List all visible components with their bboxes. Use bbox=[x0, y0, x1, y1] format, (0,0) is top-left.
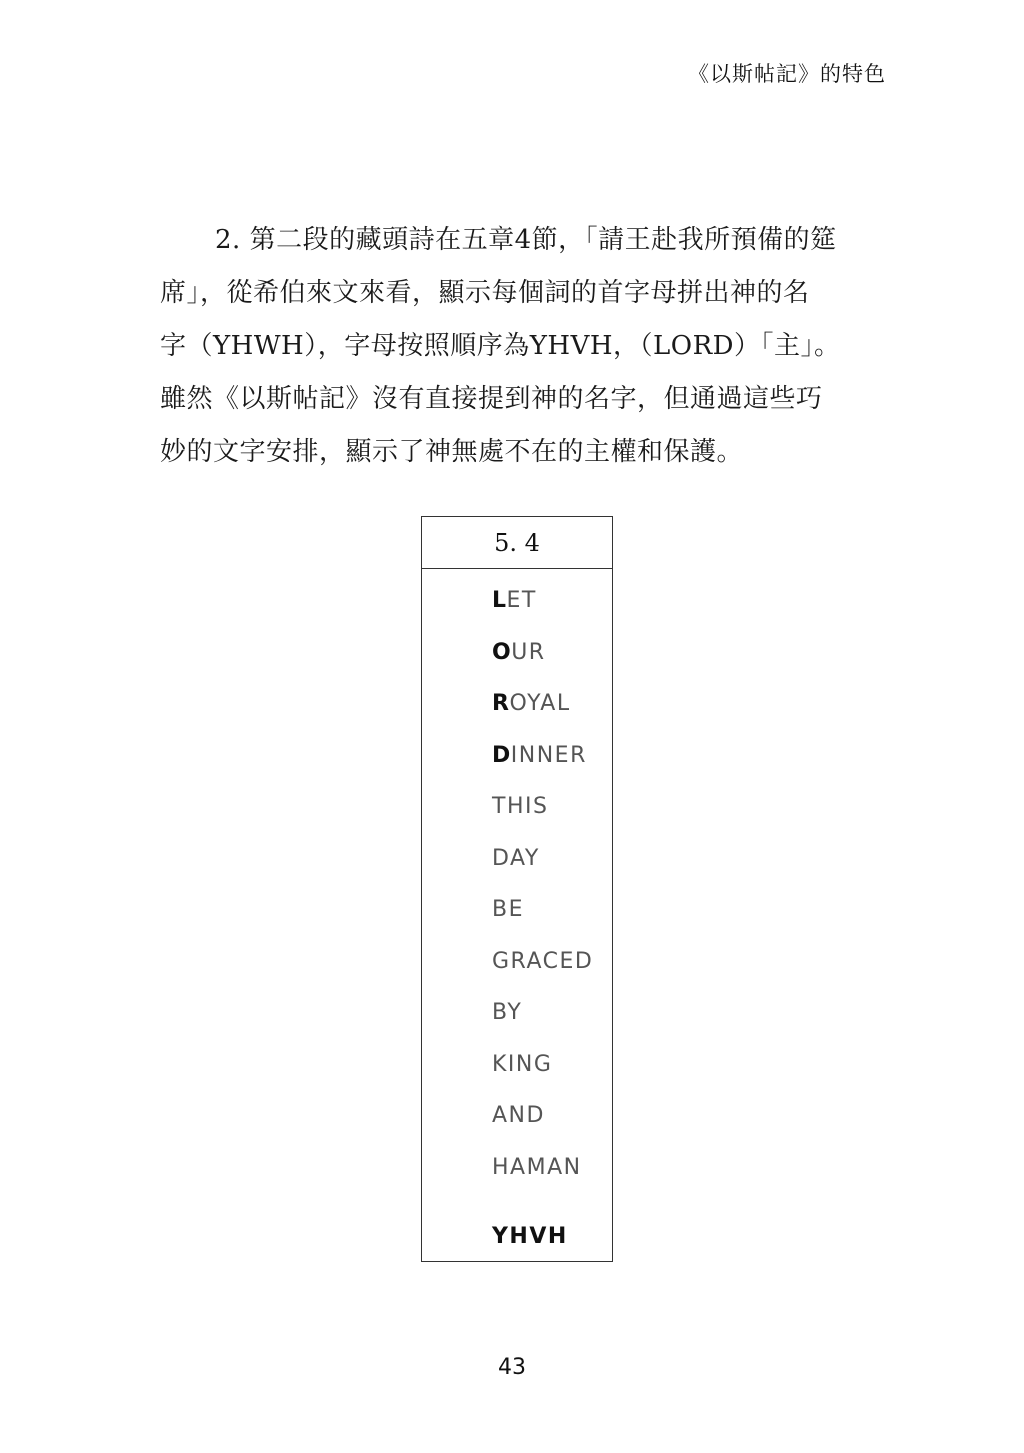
running-header-title: 《以斯帖記》的特色 bbox=[688, 62, 886, 86]
body-paragraph bbox=[160, 214, 880, 479]
acrostic-rest: BE bbox=[492, 897, 524, 922]
acrostic-word bbox=[492, 586, 612, 638]
acrostic-word-list bbox=[422, 569, 612, 1204]
acrostic-initial: O bbox=[492, 639, 512, 665]
acrostic-table bbox=[421, 516, 613, 1262]
paragraph-line: 字（YHWH），字母按照順序為YHVH，（LORD）「主」。 bbox=[160, 331, 841, 361]
acrostic-rest: ET bbox=[506, 588, 537, 613]
acrostic-word bbox=[492, 638, 612, 690]
acrostic-reference: 5. 4 bbox=[422, 517, 612, 569]
acrostic-result: YHVH bbox=[492, 1224, 568, 1249]
acrostic-word bbox=[492, 895, 612, 947]
acrostic-word bbox=[492, 844, 612, 896]
page-number: 43 bbox=[498, 1355, 526, 1380]
paragraph-line: 妙的文字安排，顯示了神無處不在的主權和保護。 bbox=[160, 437, 744, 467]
acrostic-word bbox=[492, 741, 612, 793]
paragraph-line: 2. 第二段的藏頭詩在五章4節，「請王赴我所預備的筵 bbox=[215, 225, 837, 255]
acrostic-word bbox=[492, 792, 612, 844]
acrostic-rest: KING bbox=[492, 1051, 553, 1077]
acrostic-word bbox=[492, 689, 612, 741]
paragraph-line: 雖然《以斯帖記》沒有直接提到神的名字，但通過這些巧 bbox=[160, 384, 823, 414]
acrostic-word bbox=[492, 1101, 612, 1153]
acrostic-rest: INNER bbox=[510, 742, 587, 768]
acrostic-initial: L bbox=[492, 588, 507, 613]
acrostic-rest: DAY bbox=[492, 845, 540, 871]
acrostic-word bbox=[492, 1050, 612, 1102]
acrostic-rest: THIS bbox=[492, 794, 549, 819]
acrostic-rest: AND bbox=[492, 1103, 545, 1128]
acrostic-word bbox=[492, 1153, 612, 1205]
acrostic-rest: GRACED bbox=[492, 948, 594, 974]
acrostic-rest: OYAL bbox=[509, 691, 571, 716]
acrostic-rest: UR bbox=[511, 639, 546, 665]
acrostic-word bbox=[492, 947, 612, 999]
acrostic-initial: D bbox=[492, 742, 511, 768]
acrostic-word bbox=[492, 998, 612, 1050]
acrostic-rest: BY bbox=[492, 1000, 523, 1025]
paragraph-line: 席」，從希伯來文來看，顯示每個詞的首字母拼出神的名 bbox=[160, 278, 810, 308]
acrostic-rest: HAMAN bbox=[492, 1154, 582, 1180]
acrostic-initial: R bbox=[492, 691, 510, 716]
